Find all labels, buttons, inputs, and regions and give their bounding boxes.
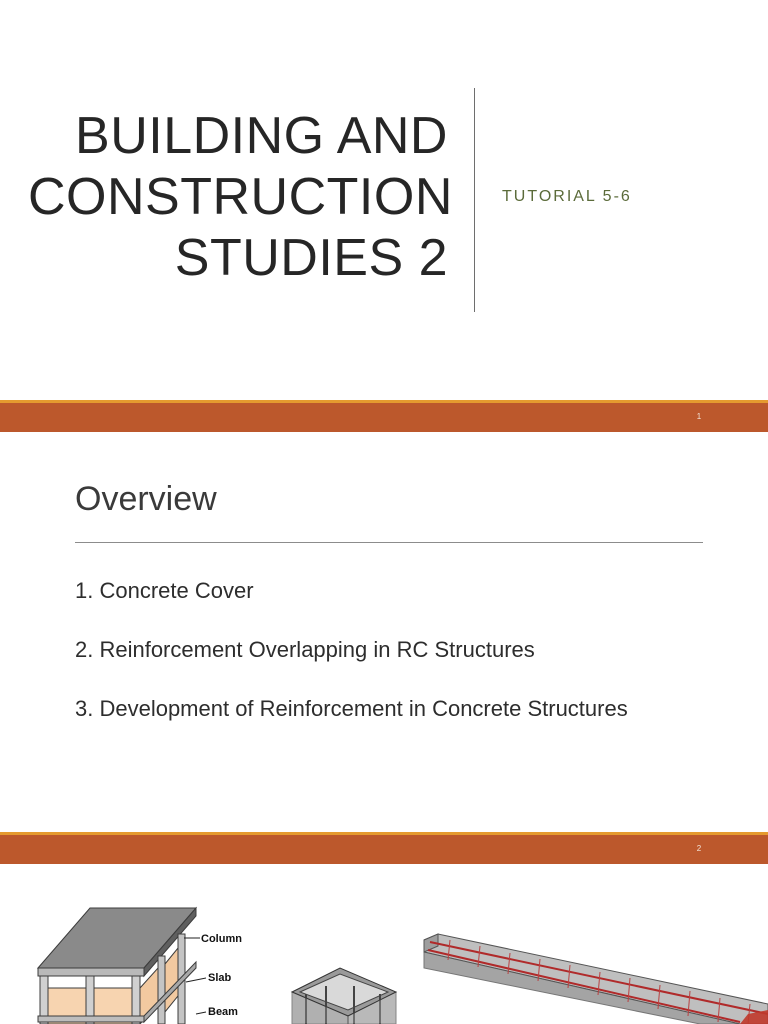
list-item: 3. Development of Reinforcement in Concrete Structures xyxy=(75,696,628,721)
overview-heading: Overview xyxy=(75,480,217,518)
page-number: 2 xyxy=(696,844,702,853)
title-line-2: CONSTRUCTION xyxy=(28,168,453,226)
heading-rule xyxy=(75,542,703,543)
title-slide xyxy=(0,0,768,400)
reinforced-beam-illustration xyxy=(424,934,768,1024)
overview-slide xyxy=(0,432,768,832)
images-canvas xyxy=(0,864,768,1024)
overview-list xyxy=(75,576,628,753)
building-frame-illustration xyxy=(38,908,242,1024)
page-number: 1 xyxy=(696,412,702,421)
slide-title xyxy=(28,106,453,289)
column-cage-illustration xyxy=(292,968,396,1024)
list-item: 2. Reinforcement Overlapping in RC Structures xyxy=(75,637,535,662)
slide-footer-bar xyxy=(0,400,768,432)
slide-subtitle: TUTORIAL 5-6 xyxy=(502,188,632,205)
title-divider xyxy=(474,88,475,312)
list-item: 1. Concrete Cover xyxy=(75,578,254,603)
label-column: Column xyxy=(201,933,242,945)
label-slab: Slab xyxy=(208,972,232,984)
label-beam: Beam xyxy=(208,1006,238,1018)
title-line-1: BUILDING AND xyxy=(75,107,448,165)
title-line-3: STUDIES 2 xyxy=(174,229,448,287)
images-slide xyxy=(0,864,768,1024)
slide-footer-bar xyxy=(0,832,768,864)
